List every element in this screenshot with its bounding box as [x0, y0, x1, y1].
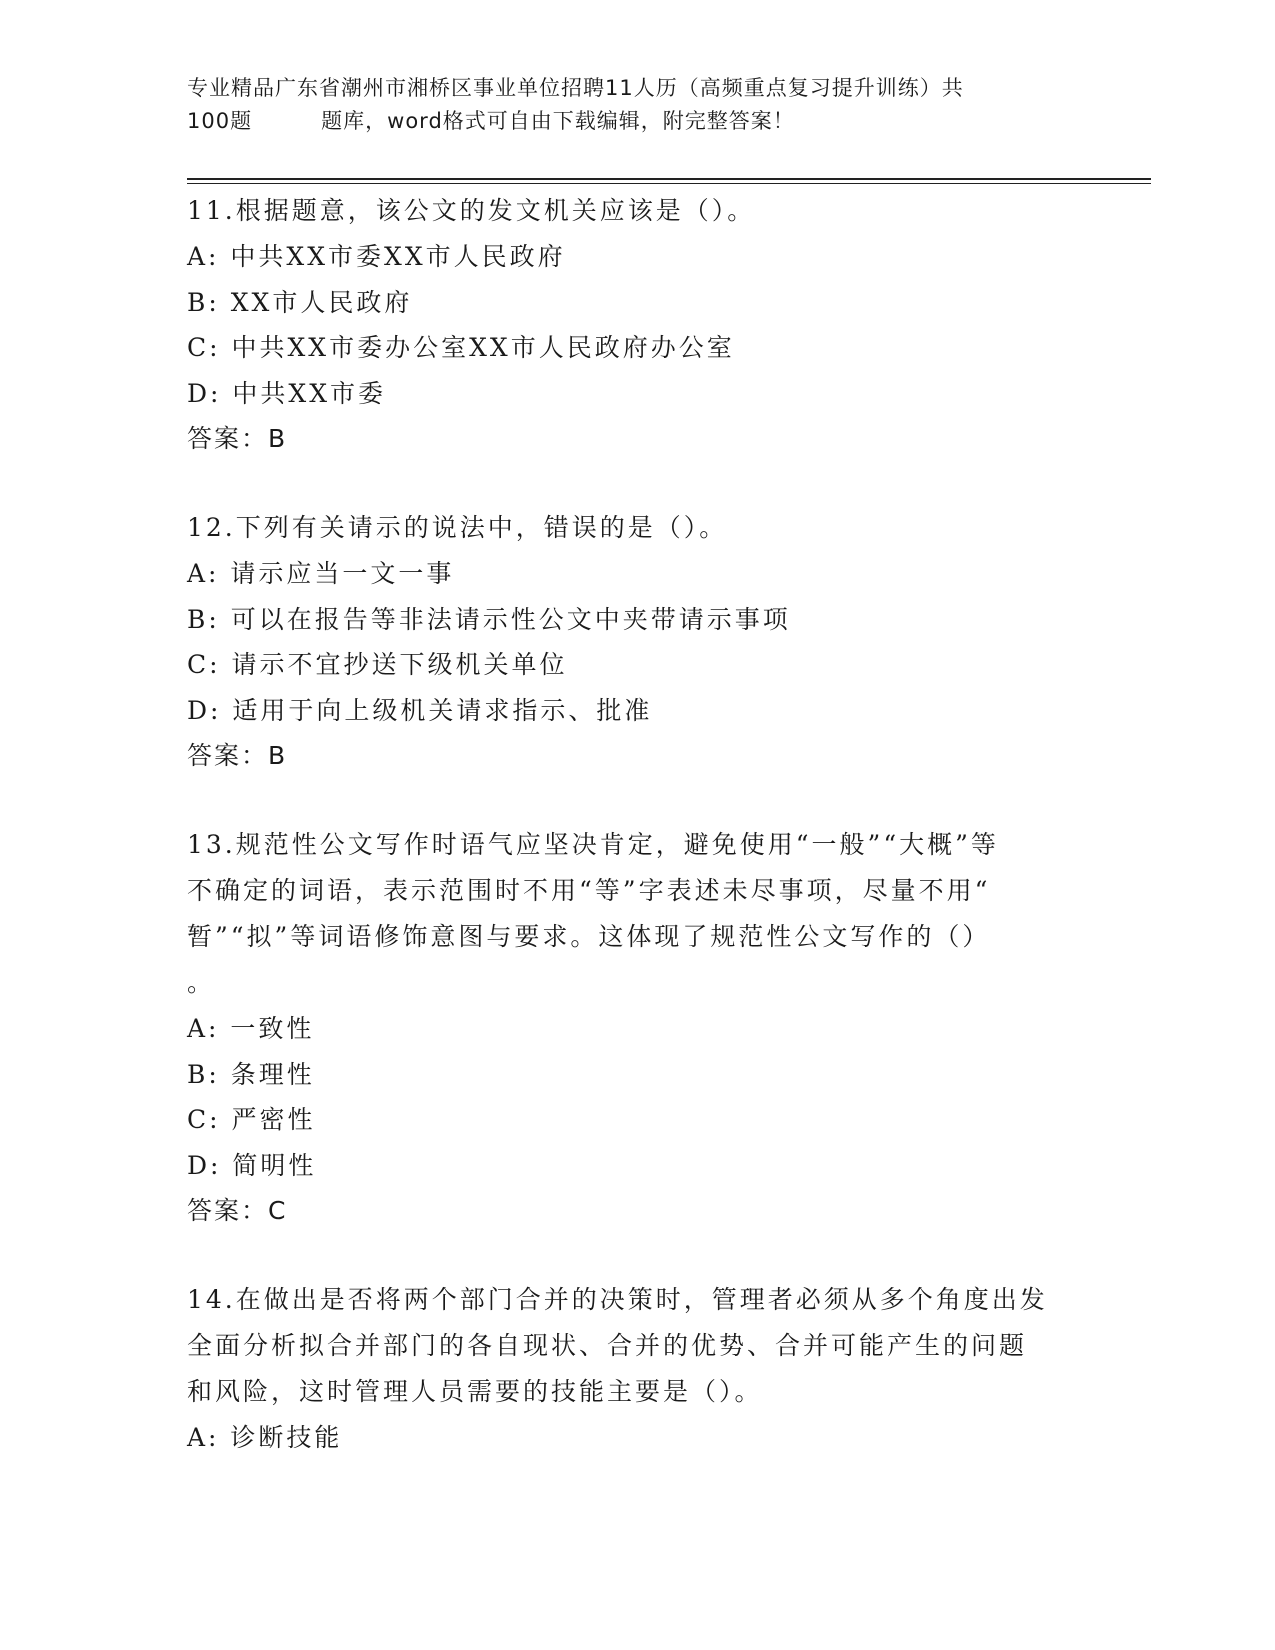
question-list: [187, 188, 1087, 1504]
header-rule-thick: [187, 178, 1151, 180]
header-line-1: 专业精品广东省潮州市湘桥区事业单位招聘11人历（高频重点复习提升训练）共: [187, 76, 964, 100]
option-a: A: 中共XX市委XX市人民政府: [187, 242, 566, 271]
header-line-2: 100题 题库，word格式可自由下载编辑，附完整答案！: [187, 109, 795, 133]
option-b: B: XX市人民政府: [187, 287, 413, 317]
document-header: [187, 72, 1087, 138]
option-a: A: 诊断技能: [187, 1423, 343, 1452]
question-stem-line: 12.下列有关请示的说法中，错误的是（）。: [187, 513, 728, 542]
option-d: D: 简明性: [187, 1150, 317, 1180]
option-a: A: 请示应当一文一事: [187, 559, 455, 588]
question-12: [187, 505, 1087, 779]
option-c: C: 中共XX市委办公室XX市人民政府办公室: [187, 333, 735, 362]
answer-line: 答案：B: [187, 741, 288, 770]
answer-line: 答案：C: [187, 1196, 288, 1225]
answer-line: 答案：B: [187, 424, 288, 453]
question-stem-line: 11.根据题意，该公文的发文机关应该是（）。: [187, 196, 756, 225]
option-c: C: 严密性: [187, 1105, 316, 1134]
option-b: B: 条理性: [187, 1059, 315, 1089]
question-stem-line: 13.规范性公文写作时语气应坚决肯定，避免使用“一般”“大概”等: [187, 830, 999, 859]
question-stem-line: 和风险，这时管理人员需要的技能主要是（）。: [187, 1377, 763, 1406]
option-c: C: 请示不宜抄送下级机关单位: [187, 650, 568, 679]
question-stem-line: 。: [187, 968, 216, 997]
question-stem-line: 14.在做出是否将两个部门合并的决策时，管理者必须从多个角度出发: [187, 1285, 1048, 1314]
question-stem-line: 全面分析拟合并部门的各自现状、合并的优势、合并可能产生的问题: [187, 1331, 1028, 1360]
question-11: [187, 188, 1087, 462]
option-d: D: 适用于向上级机关请求指示、批准: [187, 695, 653, 725]
question-stem-line: 暂”“拟”等词语修饰意图与要求。这体现了规范性公文写作的（）: [187, 922, 991, 951]
question-13: [187, 822, 1087, 1234]
option-b: B: 可以在报告等非法请示性公文中夹带请示事项: [187, 604, 791, 634]
question-14: [187, 1277, 1087, 1461]
option-d: D: 中共XX市委: [187, 378, 387, 408]
option-a: A: 一致性: [187, 1014, 315, 1043]
header-rule-thin: [187, 183, 1151, 184]
question-stem-line: 不确定的词语，表示范围时不用“等”字表述未尽事项，尽量不用“: [187, 876, 991, 905]
